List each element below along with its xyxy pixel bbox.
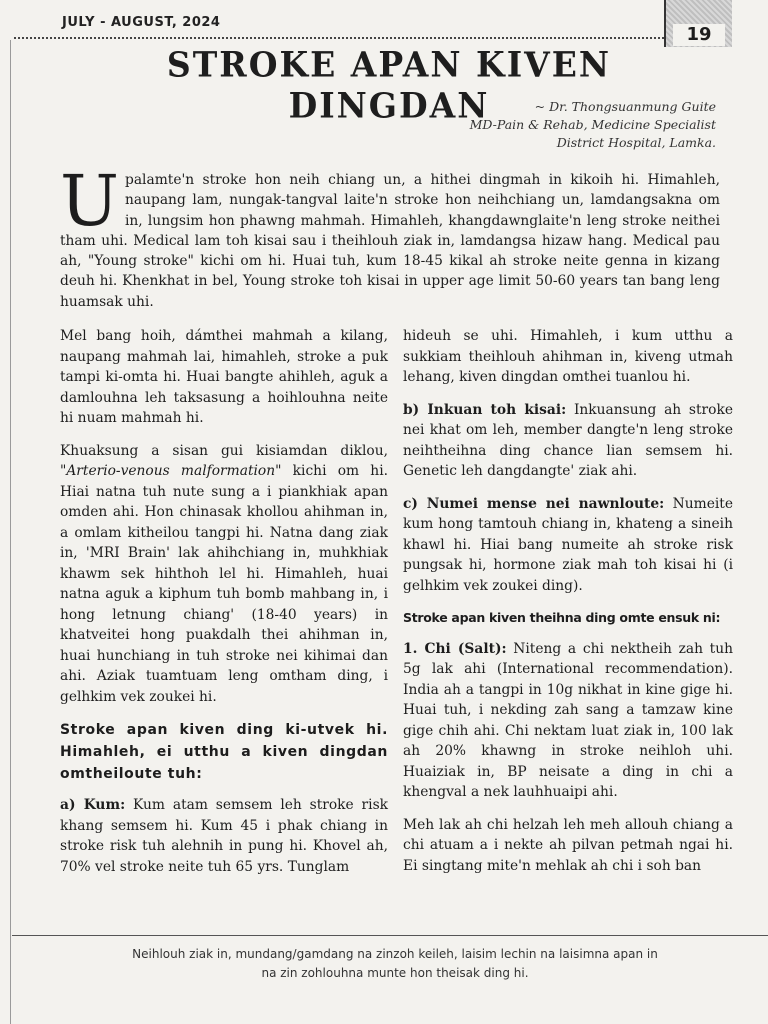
- left-paragraph-2: [60, 441, 388, 708]
- left-paragraph-2b: kichi om hi. Hiai natna tuh nute sung a i piankhiak apan omden ahi. Hon chinasak khollou ahihman in, a omlam kitheilou tangpi hi. Natna dang ziak in, 'MRI Brain' lak ahihchiang in, muhkhiak khawm sek hihthoh lel hi. Himahleh, huai natna aguk a kiphum tuh bomb mahbang in, i hong letnung chiang' (18-40 years) in khatveitei hong puakdalh thei ahihman in, huai hunchiang in tuh stroke nei kihimai dan ahi. Aziak tuamtuam leng omtham ding, i gelhkim vek zoukei hi.: [60, 463, 388, 705]
- item-a-text: Kum atam semsem leh stroke risk khang semsem hi. Kum 45 i phak chiang in stroke risk tuh alehnih in pung hi. Khovel ah, 70% vel stroke neite tuh 65 yrs. Tunglam: [60, 797, 389, 875]
- footer-line-1: Neihlouh ziak in, mundang/gamdang na zinzoh keileh, laisim lechin na laisimna apan in: [132, 947, 658, 961]
- intro-text: palamte'n stroke hon neih chiang un, a hithei dingmah in kikoih hi. Himahleh, naupang lam, nungak-tangval laite'n stroke hon neihchiang un, lamdangsakna om in, lungsim hon phawng mahmah. Himahleh, khangdawnglaite'n leng stroke neithei tham uhi. Medical lam toh kisai sau i theihlouh ziak in, lamdangsa hizaw hang. Medical pau ah, "Young stroke" kichi om hi. Huai tuh, kum 18-45 kikal ah stroke neite genna in kizang deuh hi. Khenkhat in bel, Young stroke toh kisai in upper age limit 50-60 years tan bang leng huamsak uhi.: [60, 172, 720, 310]
- right-paragraph-last: Meh lak ah chi helzah leh meh allouh chiang a chi atuam a i nekte ah pilvan petmah ngai hi. Ei singtang mite'n mehlak ah chi i soh ban: [403, 816, 733, 874]
- right-column: [403, 326, 733, 888]
- drop-cap: U: [60, 160, 119, 242]
- item-b: [403, 400, 733, 482]
- page-number: 19: [673, 24, 725, 46]
- item-a-label: a) Kum:: [60, 797, 126, 813]
- author-affiliation: District Hospital, Lamka.: [556, 135, 716, 150]
- footer-rule: [12, 935, 768, 936]
- page-edge-line: [10, 40, 11, 1024]
- issue-date: JULY - AUGUST, 2024: [62, 15, 221, 30]
- item-b-label: b) Inkuan toh kisai:: [403, 401, 567, 418]
- author-name: ~ Dr. Thongsuanmung Guite: [534, 99, 716, 114]
- right-section-heading: Stroke apan kiven theihna ding omte ensuk ni:: [403, 610, 721, 625]
- article-title: STROKE APAN KIVEN DINGDAN: [166, 44, 612, 126]
- avm-term: "Arterio-venous malformation": [60, 463, 282, 479]
- byline: [470, 98, 716, 152]
- footer-line-2: na zin zohlouhna munte hon theisak ding hi.: [261, 966, 529, 980]
- item-c-text: Numeite kum hong tamtouh chiang in, khateng a sineih khawl hi. Hiai bang numeite ah stroke risk pungsak hi, hormone ziak mah toh kisai hi (i gelhkim vek zoukei ding).: [403, 495, 733, 594]
- item-a: [60, 795, 388, 877]
- left-paragraph-1: Mel bang hoih, dámthei mahmah a kilang, naupang mahmah lai, himahleh, stroke a puk tampi ki-omta hi. Huai bangte ahihleh, aguk a damlouhna leh taksasung a hoihlouhna neite hi nuam mahmah hi.: [60, 328, 388, 426]
- item-1-label: 1. Chi (Salt):: [403, 640, 507, 657]
- author-credentials: MD-Pain & Rehab, Medicine Specialist: [469, 117, 716, 132]
- item-b-text: Inkuansung ah stroke nei khat om leh, member dangte'n leng stroke neihtheihna ding chance lian semsem hi. Genetic leh dangdangte' ziak ahi.: [403, 401, 733, 479]
- item-1: [403, 639, 733, 803]
- footer-note: [100, 945, 690, 983]
- left-section-heading: Stroke apan kiven ding ki-utvek hi. Himahleh, ei utthu a kiven dingdan omtheiloute tuh:: [60, 722, 388, 782]
- item-c-label: c) Numei mense nei nawnloute:: [403, 495, 665, 512]
- left-paragraph-2a: Khuaksung a sisan gui kisiamdan diklou,: [60, 442, 388, 459]
- left-column: [60, 326, 388, 889]
- intro-paragraph: [60, 160, 720, 312]
- header-dotted-rule: [14, 37, 664, 39]
- item-1-text: Niteng a chi nektheih zah tuh 5g lak ahi (International recommendation). India ah a tangpi in 10g nikhat in kine gige hi. Huai tuh, i nekding zah sang a tamzaw kine gige chih ahi. Chi nektam luat ziak in, 100 lak ah 20% khawng in stroke neihloh uhi. Huaiziak in, BP neisate a ding in chi a khengval a nek lauhhuaipi ahi.: [403, 640, 733, 800]
- item-c: [403, 494, 733, 597]
- right-paragraph-1: hideuh se uhi. Himahleh, i kum utthu a sukkiam theihlouh ahihman in, kiveng utmah lehang, kiven dingdan omthei tuanlou hi.: [403, 328, 733, 385]
